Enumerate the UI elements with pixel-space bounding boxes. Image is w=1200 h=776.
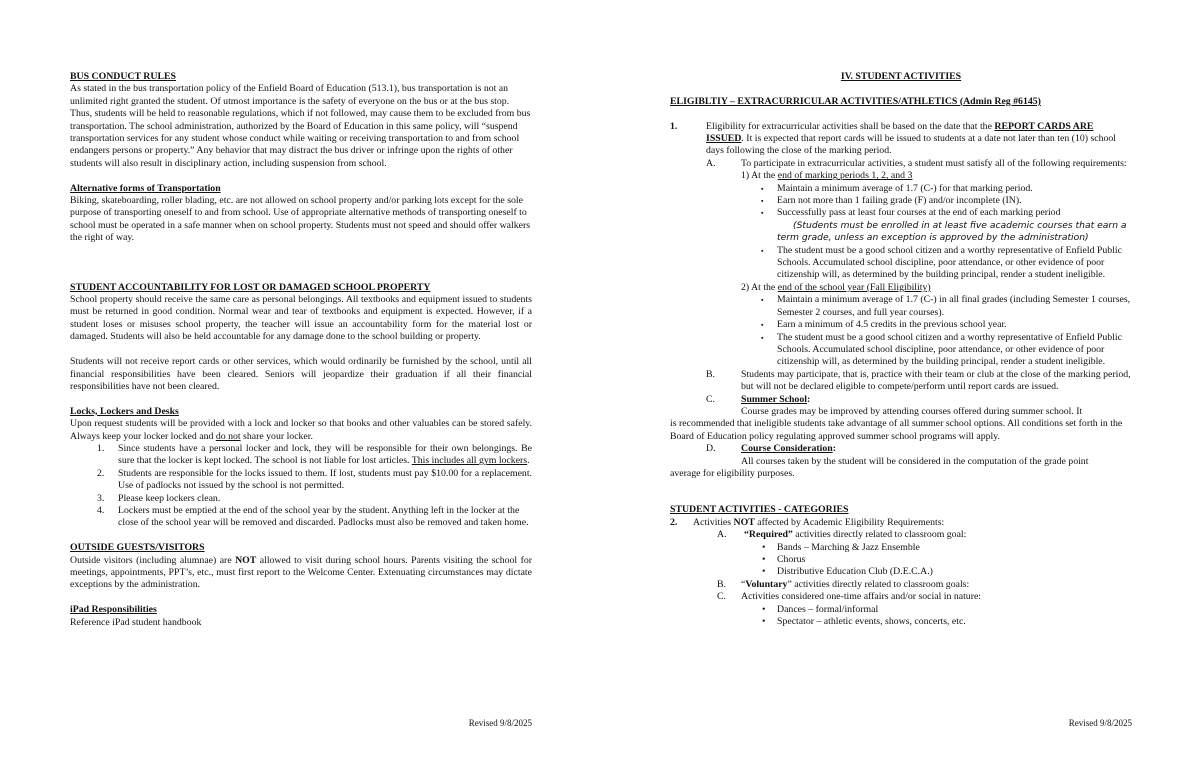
list-item: 4. Lockers must be emptied at the end of the school year by the student. Anything left in the locker at the close of the school year will be removed and discarded. Padlocks must also be removed and taken home.	[97, 504, 529, 529]
categories-heading: STUDENT ACTIVITIES - CATEGORIES	[670, 504, 849, 516]
bus-conduct-body: As stated in the bus transportation policy of the Enfield Board of Education (513.1), bus transportation is not an unlimited right granted the student. Of utmost importance is the safety of everyone on the bus or at the bus stop. Thus, students will be held to reasonable regulations, which if not followed, may cause them to be excluded from bus transportation. The school administration, authorized by the Board of Education in this same policy, will “suspend transportation services for any student whose conduct while waiting or receiving transportation to and from school endangers persons or property.” Any behavior that may distract the bus driver or infringe upon the rights of other students will also result in disciplinary action, including suspension from school.	[70, 83, 531, 169]
category-a-item-2: • Chorus	[762, 554, 806, 565]
eligibility-item-1: 1. Eligibility for extracurricular activities shall be based on the date that the REPORT CARDS ARE ISSUED. It is expected that report cards will be issued to students at a date not later than ten (10) school days following the close of the marking period.	[670, 120, 1117, 157]
categories-item-2: 2. Activities NOT affected by Academic Eligibility Requirements:	[670, 516, 945, 528]
left-footer-revised: Revised 9/8/2025	[468, 718, 532, 728]
sub2-bullet-2: ▪ Earn a minimum of 4.5 credits in the previous school year.	[761, 319, 1007, 331]
ipad-heading: iPad Responsibilities	[70, 604, 157, 616]
locks-list	[70, 443, 532, 530]
sub2-bullet-1: ▪ Maintain a minimum average of 1.7 (C-) in all final grades (including Semester 1 courses, Semester 2 courses, and full year courses).	[761, 294, 1131, 318]
bus-conduct-heading: BUS CONDUCT RULES	[70, 71, 176, 82]
locks-intro: Upon request students will be provided with a lock and locker so that books and other valuables can be stored safely. Always keep your locker locked and do not share your locker.	[70, 418, 532, 442]
sub1-bullet-4: ▪ The student must be a good school citizen and a worthy representative of Enfield Public Schools. Accumulated school discipline, poor attendance, or other evidence of poor citizenship will, as determined by the building principal, render a student ineligible.	[761, 244, 1122, 281]
list-item: 3. Please keep lockers clean.	[97, 492, 221, 504]
guests-body: Outside visitors (including alumnae) are NOT allowed to visit during school hours. Parents visiting the school for meetings, appointments, PPT’s, etc., must first report to the Welcome Center. Extenuating circumstances may dictate exceptions by the administration.	[70, 554, 532, 591]
right-page	[670, 0, 1132, 776]
category-a-item-3: • Distributive Education Club (D.E.C.A.)	[762, 566, 933, 578]
sub1-bullet-1: ▪ Maintain a minimum average of 1.7 (C-) for that marking period.	[761, 182, 1033, 194]
marking-period-sub: 1) At the end of marking periods 1, 2, and 3	[741, 170, 913, 182]
school-year-sub: 2) At the end of the school year (Fall Eligibility)	[741, 281, 931, 293]
ipad-body: Reference iPad student handbook	[70, 616, 202, 628]
requirement-b: B. Students may participate, that is, practice with their team or club at the close of the marking period, but will not be declared eligible to compete/perform until report cards are issued.	[706, 368, 1131, 393]
alt-transport-heading: Alternative forms of Transportation	[70, 182, 221, 194]
category-c-item-2: • Spectator – athletic events, shows, concerts, etc.	[762, 616, 966, 628]
list-item: 1. Since students have a personal locker and lock, they will be responsible for their own belongings. Be sure that the locker is kept locked. The school is not liable for lost articles. This includes all gym lockers.	[97, 442, 532, 467]
category-c: C. Activities considered one-time affairs and/or social in nature:	[717, 591, 982, 603]
right-page-content	[670, 71, 1132, 628]
summer-school-text-rest: is recommended that ineligible students take advantage of all summer school options. All conditions set forth in the Board of Education policy regulating approved summer school programs will apply.	[670, 418, 1123, 442]
property-body-2: Students will not receive report cards or other services, which would ordinarily be furnished by the school, until all financial responsibilities have been cleared. Seniors will jeopardize their graduation if all their financial responsibilities have not been cleared.	[70, 356, 532, 392]
requirement-a: A. To participate in extracurricular activities, a student must satisfy all of the following requirements:	[706, 157, 1127, 169]
eligibility-heading: ELIGIBLTIY – EXTRACURRICULAR ACTIVITIES/ATHLETICS (Admin Reg #6145)	[670, 95, 1041, 107]
course-consideration-text-rest: average for eligibility purposes.	[670, 467, 795, 479]
category-b: B. “Voluntary” activities directly related to classroom goals:	[717, 578, 970, 590]
locks-heading: Locks, Lockers and Desks	[70, 405, 179, 417]
course-consideration-title: D. Course Consideration:	[706, 443, 836, 455]
property-body-1: School property should receive the same care as personal belongings. All textbooks and equipment issued to students must be returned in good condition. Normal wear and tear of textbooks and equipment is expected. However, if a student loses or misuses school property, the teacher will issue an accountability form for the material lost or damaged. Students will also be held accountable for any damage done to the school building or property.	[70, 294, 532, 343]
list-item: 2. Students are responsible for the locks issued to them. If lost, students must pay $10.00 for a replacement. Use of padlocks not issued by the school is not permitted.	[97, 467, 532, 492]
right-footer-revised: Revised 9/8/2025	[1068, 718, 1132, 728]
alt-transport-body: Biking, skateboarding, roller blading, etc. are not allowed on school property and/or parking lots except for the sole purpose of transporting oneself to and from school. Use of appropriate alternative methods of transporting oneself to school must be operated in a safe manner when on school property. Students must not speed and should offer walkers the right of way.	[70, 195, 531, 244]
sub1-bullet-2: ▪ Earn not more than 1 failing grade (F) and/or incomplete (IN).	[761, 195, 1022, 207]
category-a-item-1: • Bands – Marching & Jazz Ensemble	[762, 541, 920, 553]
course-consideration-text-first: All courses taken by the student will be considered in the computation of the grade point	[741, 455, 1089, 467]
sub2-bullet-3: ▪ The student must be a good school citizen and a worthy representative of Enfield Public Schools. Accumulated school discipline, poor attendance, or other evidence of poor citizenship will, as determined by the building principal, render a student ineligible.	[761, 331, 1122, 368]
left-page	[70, 0, 532, 776]
property-heading: STUDENT ACCOUNTABILITY FOR LOST OR DAMAGED SCHOOL PROPERTY	[70, 281, 431, 293]
summer-school-text-first: Course grades may be improved by attending courses offered during summer school. It	[741, 405, 1083, 417]
guests-heading: OUTSIDE GUESTS/VISITORS	[70, 542, 205, 554]
left-page-content	[70, 71, 532, 629]
sub1-bullet-3: ▪ Successfully pass at least four courses at the end of each marking period	[761, 207, 1061, 219]
summer-school-title: C. Summer School:	[706, 393, 811, 405]
student-activities-title: IV. STUDENT ACTIVITIES	[840, 71, 962, 82]
category-c-item-1: • Dances – formal/informal	[762, 603, 879, 615]
enrollment-note: (Students must be enrolled in at least five academic courses that earn a term grade, unless an exception is approved by the administration)	[777, 219, 1127, 244]
category-a: A. “Required” activities directly related to classroom goal:	[717, 529, 967, 541]
